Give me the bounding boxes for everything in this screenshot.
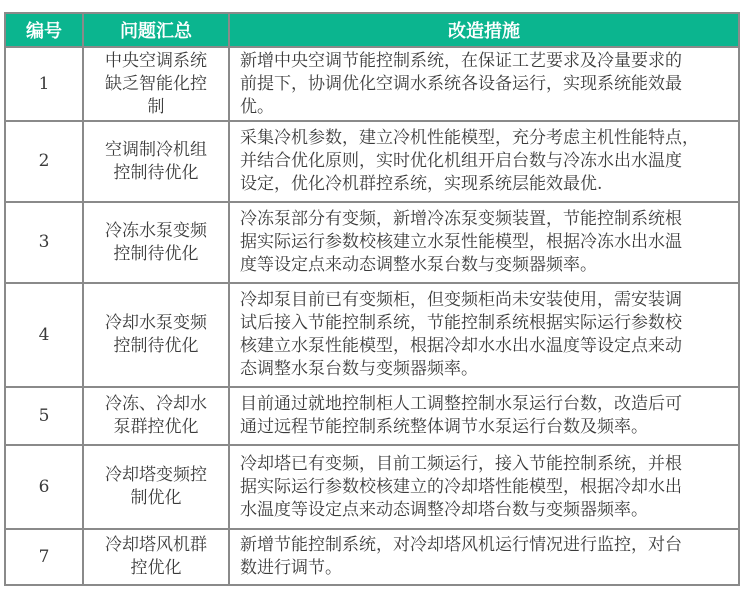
fix-line: 冷却泵目前已有变频柜，但变频柜尚未安装使用，需安装调	[240, 290, 682, 310]
issue-line: 冷却塔变频控	[105, 465, 207, 485]
table-row	[5, 445, 739, 529]
row-number: 1	[5, 47, 83, 121]
issue-line: 冷冻、冷却水	[105, 394, 207, 414]
issue-line: 控制待优化	[113, 336, 199, 356]
fix-line: 水温度等设定点来动态调整冷却塔台数与变频器频率。	[240, 499, 648, 520]
fix-line: 冷却塔已有变频，目前工频运行，接入节能控制系统，并根	[240, 453, 682, 474]
fix-cell	[229, 47, 739, 121]
row-number: 4	[5, 283, 83, 387]
table-row	[5, 47, 739, 121]
fix-line: 前提下，协调优化空调水系统各设备运行，实现系统能效最	[240, 73, 682, 94]
header-num: 编号	[5, 13, 83, 47]
fix-line: 冷冻泵部分有变频，新增冷冻泵变频装置，节能控制系统根	[240, 209, 682, 229]
fix-line: 新增中央空调节能控制系统，在保证工艺要求及冷量要求的	[240, 50, 682, 71]
row-number: 7	[5, 529, 83, 585]
fix-line: 据实际运行参数校核建立水泵性能模型，根据冷冻水出水温	[240, 232, 682, 252]
fix-line: 态调整水泵台数与变频器频率。	[240, 359, 478, 379]
issue-line: 制	[147, 96, 165, 117]
fix-line: 通过远程节能控制系统整体调节水泵运行台数及频率。	[240, 417, 648, 437]
issue-cell	[83, 387, 229, 445]
header-issue: 问题汇总	[83, 13, 229, 47]
fix-line: 试后接入节能控制系统，节能控制系统根据实际运行参数校	[240, 313, 682, 333]
issue-line: 冷却水泵变频	[105, 313, 207, 333]
fix-line: 数进行调节。	[240, 558, 342, 578]
fix-cell	[229, 283, 739, 387]
table-row	[5, 529, 739, 585]
fix-line: 优。	[240, 96, 274, 117]
table-row	[5, 121, 739, 202]
fix-cell	[229, 121, 739, 202]
issue-line: 缺乏智能化控	[105, 73, 207, 94]
issue-line: 空调制冷机组	[105, 139, 207, 160]
table-row	[5, 283, 739, 387]
header-fix: 改造措施	[229, 13, 739, 47]
fix-line: 新增节能控制系统，对冷却塔风机运行情况进行监控，对台	[240, 535, 682, 555]
issue-line: 控优化	[130, 558, 182, 578]
table-row	[5, 387, 739, 445]
fix-line: 设定，优化冷机群控系统，实现系统层能效最优.	[240, 174, 603, 194]
issue-cell	[83, 445, 229, 529]
fix-cell	[229, 387, 739, 445]
fix-line: 核建立水泵性能模型，根据冷却水水出水温度等设定点来动	[240, 336, 682, 356]
fix-cell	[229, 529, 739, 585]
issue-cell	[83, 529, 229, 585]
fix-line: 度等设定点来动态调整水泵台数与变频器频率。	[240, 255, 597, 275]
fix-line: 据实际运行参数校核建立的冷却塔性能模型，根据冷却水出	[240, 476, 682, 497]
issue-cell	[83, 283, 229, 387]
fix-line: 采集冷机参数，建立冷机性能模型，充分考虑主机性能特点，	[240, 128, 699, 148]
issue-line: 中央空调系统	[105, 50, 207, 71]
issue-line: 冷却塔风机群	[105, 535, 207, 555]
row-number: 3	[5, 202, 83, 283]
row-number: 5	[5, 387, 83, 445]
issue-line: 控制待优化	[113, 162, 199, 183]
fix-cell	[229, 445, 739, 529]
issue-cell	[83, 47, 229, 121]
issue-line: 冷冻水泵变频	[105, 220, 207, 241]
row-number: 2	[5, 121, 83, 202]
issue-line: 制优化	[130, 488, 182, 508]
issue-cell	[83, 202, 229, 283]
row-number: 6	[5, 445, 83, 529]
table-row	[5, 202, 739, 283]
fix-cell	[229, 202, 739, 283]
fix-line: 并结合优化原则，实时优化机组开启台数与冷冻水出水温度	[240, 151, 682, 171]
fix-line: 目前通过就地控制柜人工调整控制水泵运行台数，改造后可	[240, 394, 682, 414]
issue-line: 泵群控优化	[113, 417, 199, 437]
improvement-table	[4, 12, 740, 586]
issue-cell	[83, 121, 229, 202]
table-header-row	[5, 13, 739, 47]
issue-line: 控制待优化	[113, 243, 199, 264]
